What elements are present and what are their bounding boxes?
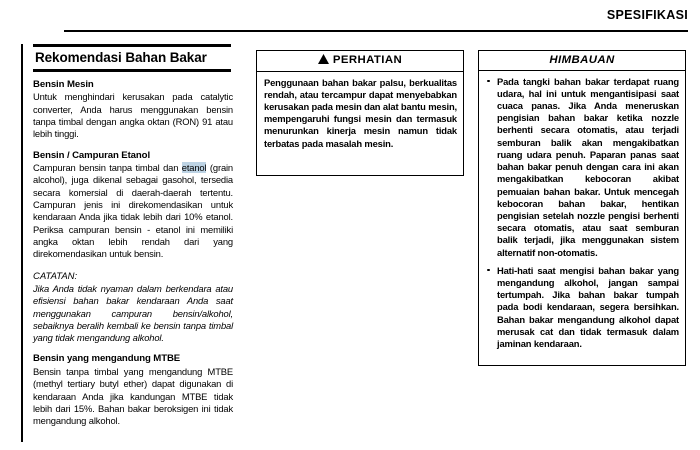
page-header-title: SPESIFIKASI [606,8,688,22]
warning-triangle-icon [318,54,329,68]
page-title: Rekomendasi Bahan Bakar [35,50,207,65]
text-after-highlight: (grain alcohol), juga dikenal sebagai gasohol, tersedia secara komersial di daerah-daerah tertentu. Campuran jenis ini direkomendasikan untuk kendaraan Anda jika tidak lebih dari 10% etanol. Periksa campuran bensin - etanol ini memiliki angka oktan lebih rendah dari yang direkomendasikan untuk bensin. [33,162,233,260]
notice-panel-body [479,71,685,356]
header-divider-rule [64,30,688,32]
notice-panel [478,50,686,366]
list-item [486,76,679,259]
article-bensin-mtbe [33,353,233,427]
article-bensin-campuran-etanol [33,150,233,261]
section-title-rule-bottom [33,69,231,72]
caution-panel-title: PERHATIAN [332,54,403,66]
caution-panel [256,50,464,176]
notice-bullet-list [486,76,679,351]
notice-panel-header [479,51,685,71]
caution-panel-header [257,51,463,72]
notice-bullet-text: Hati-hati saat mengisi bahan bakar yang mengandung alkohol, jangan sampai tertumpah. Jika bahan bakar tumpah pada bodi kendaraan, segera bersihkan. Bahan bakar mengandung alkohol dapat merusak cat dan tidak termasuk dalam jaminan kendaraan. [497,264,679,350]
subheading: Bensin yang mengandung MTBE [33,353,181,365]
body-paragraph: Untuk menghindari kerusakan pada catalytic converter, Anda harus menggunakan bensin tanpa timbal dengan angka oktan (RON) 91 atau lebih tinggi. [33,91,233,140]
text-before-highlight: Campuran bensin tanpa timbal dan [33,162,182,174]
notice-panel-title: HIMBAUAN [549,54,615,66]
left-content-column [21,44,234,442]
subheading: Bensin Mesin [33,78,94,90]
bullet-dot-icon [487,269,490,272]
list-item [486,265,679,351]
body-paragraph-with-highlight [33,162,233,261]
highlighted-text-selection[interactable]: etanol [181,162,207,174]
caution-panel-body [257,72,463,155]
notice-bullet-text: Pada tangki bahan bakar terdapat ruang udara, hal ini untuk mengantisipasi saat cuaca panas. Jika Anda meneruskan pengisian bahan bakar ketika nozzle berhenti secara otomatis, atau terjadi semburan balik akan mengakibatkan ruang udara penuh. Paparan panas saat bahan bakar penuh dengan cara ini akan mengakibatkan kebocoran akibat pemuaian bahan bakar. Untuk mencegah kebocoran bahan bakar, hentikan pengisian setelah nozzle pengisi berhenti secara otomatis, atau saat semburan balik terjadi, jika menggunakan sistem alternatif non-otomatis. [497,75,679,258]
subheading: Bensin / Campuran Etanol [33,149,151,161]
caution-text: Penggunaan bahan bakar palsu, berkualitas rendah, atau tercampur dapat menyebabkan kerusakan pada mesin dan alat bantu mesin, mempengaruhi fungsi mesin dan termasuk menurunkan kinerja mesin namun tidak terbatas pada masalah mesin. [264,76,457,149]
body-paragraph: Bensin tanpa timbal yang mengandung MTBE (methyl tertiary butyl ether) dapat digunakan di kendaraan Anda jika kandungan MTBE tidak lebih dari 15%. Bahan bakar beroksigen ini tidak mengandung alkohol. [33,365,233,427]
article-catatan [33,271,233,345]
note-paragraph: Jika Anda tidak nyaman dalam berkendara atau efisiensi bahan bakar kendaraan Anda saat menggunakan campuran bensin/alkohol, sebaiknya beralih kembali ke bensin tanpa timbal yang tidak mengandung alkohol. [33,282,233,344]
bullet-dot-icon [487,80,490,83]
article-bensin-mesin [33,79,233,141]
page-header [20,8,688,36]
note-heading: CATATAN: [33,270,78,282]
